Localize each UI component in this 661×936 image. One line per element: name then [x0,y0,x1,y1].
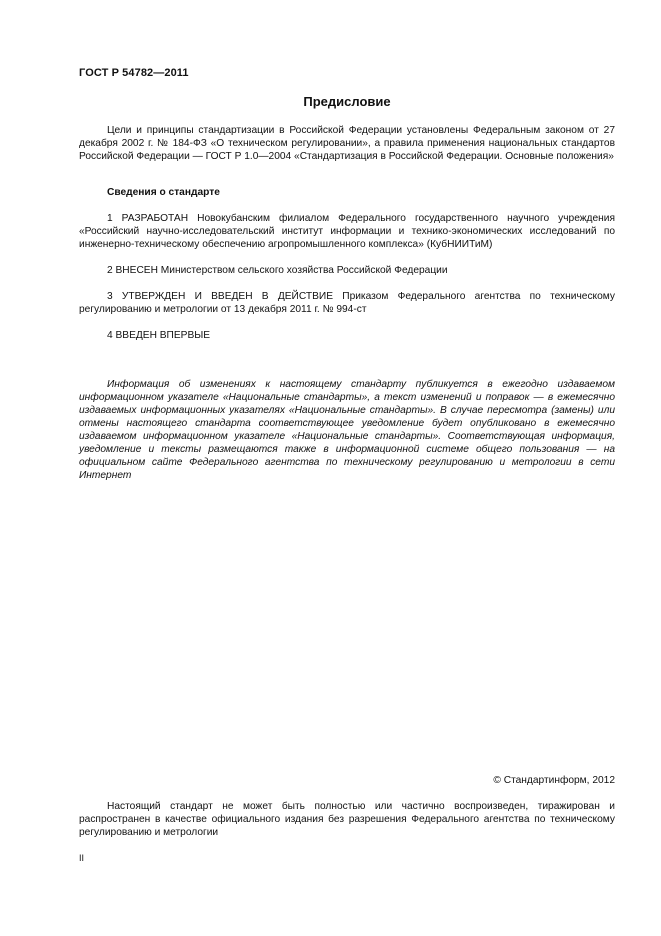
item-developed: 1 РАЗРАБОТАН Новокубанским филиалом Федерального государственного научного учреждения «Российский научно-исследовательский институт информации и технико-экономических исследований по инженерно-техническому обеспечению агропромышленного комплекса» (КубНИИТиМ) [79,213,615,250]
reproduction-notice: Настоящий стандарт не может быть полностью или частично воспроизведен, тиражирован и распространен в качестве официального издания без разрешения Федерального агентства по техническому регулированию и метрологии [79,801,615,838]
item-submitted: 2 ВНЕСЕН Министерством сельского хозяйства Российской Федерации [107,265,448,276]
copyright-notice: © Стандартинформ, 2012 [493,775,615,786]
page-title: Предисловие [303,94,391,109]
item-first-introduced: 4 ВВЕДЕН ВПЕРВЫЕ [107,330,211,341]
document-code-header: ГОСТ Р 54782—2011 [79,67,189,79]
intro-paragraph: Цели и принципы стандартизации в Российской Федерации установлены Федеральным законом от 27 декабря 2002 г. № 184-ФЗ «О техническом регулировании», а правила применения национальных стандартов Российской Федерации — ГОСТ Р 1.0—2004 «Стандартизация в Российской Федерации. Основные положения» [79,125,615,162]
section-heading: Сведения о стандарте [107,187,220,198]
info-notice: Информация об изменениях к настоящему стандарту публикуется в ежегодно издаваемом информационном указателе «Национальные стандарты», а текст изменений и поправок — в ежемесячно издаваемых информационных указателях «Национальные стандарты». В случае пересмотра (замены) или отмены настоящего стандарта соответствующее уведомление будет опубликовано в ежемесячно издаваемом информационном указателе «Национальные стандарты». Соответствующая информация, уведомление и тексты размещаются также в информационной системе общего пользования — на официальном сайте Федерального агентства по техническому регулированию и метрологии в сети Интернет [79,379,615,481]
page-number: II [79,853,85,863]
item-approved: 3 УТВЕРЖДЕН И ВВЕДЕН В ДЕЙСТВИЕ Приказом Федерального агентства по техническому регулированию и метрологии от 13 декабря 2011 г. № 994-ст [79,291,615,315]
